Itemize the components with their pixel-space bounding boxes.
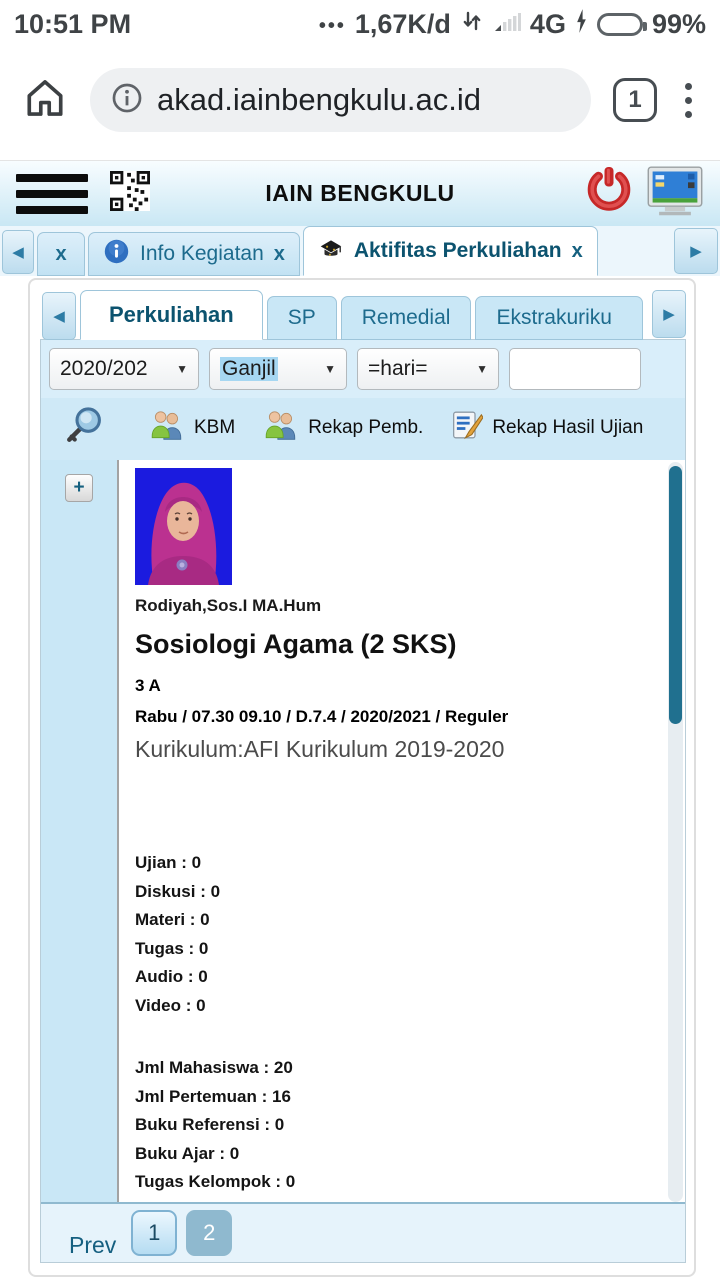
- charging-bolt-icon: [575, 8, 588, 41]
- module-container: [28, 278, 696, 1277]
- kbm-button[interactable]: [149, 409, 235, 447]
- clipped-tab[interactable]: [37, 232, 85, 276]
- class-name: 3 A: [135, 676, 161, 695]
- tab-label: Info Kegiatan: [140, 242, 264, 265]
- course-card: [119, 460, 685, 1202]
- status-bar: [0, 0, 720, 48]
- perkuliahan-panel: [40, 339, 686, 1263]
- summary-stats: [135, 1054, 659, 1197]
- vertical-scrollbar[interactable]: [668, 462, 683, 1202]
- search-button[interactable]: [63, 404, 105, 452]
- subtab-sp[interactable]: SP: [267, 296, 337, 340]
- prev-page-link[interactable]: Prev: [69, 1232, 117, 1258]
- rekap-hasil-ujian-button[interactable]: [451, 409, 643, 447]
- subtab-perkuliahan[interactable]: Perkuliahan: [80, 290, 263, 340]
- browser-menu-icon[interactable]: [679, 79, 698, 122]
- subtab-remedial[interactable]: Remedial: [341, 296, 472, 340]
- overflow-dots-icon: •••: [318, 14, 346, 37]
- tabs-scroll-right-button[interactable]: [674, 228, 718, 274]
- caret-down-icon: ▼: [176, 362, 188, 376]
- pagination-bar: [41, 1202, 685, 1262]
- filter-search-input[interactable]: [509, 348, 641, 390]
- expand-row-button[interactable]: +: [65, 474, 93, 502]
- year-value: 2020/202: [60, 357, 148, 380]
- course-list-area: [41, 460, 685, 1202]
- chevron-left-icon: ◀: [53, 308, 65, 325]
- tabs-scroll-left-button[interactable]: [2, 230, 34, 274]
- sub-tab-bar: [40, 288, 686, 340]
- subtabs-scroll-left-button[interactable]: [42, 292, 76, 340]
- exam-report-icon: [451, 409, 483, 447]
- people-icon: [263, 409, 299, 447]
- page-button-1[interactable]: 1: [131, 1210, 177, 1256]
- subtabs-scroll-right-button[interactable]: [652, 290, 686, 338]
- address-bar[interactable]: [90, 68, 591, 132]
- filter-row: [41, 340, 685, 398]
- battery-percent: 99%: [651, 8, 706, 39]
- network-type: 4G: [529, 8, 566, 39]
- desktop-monitor-icon[interactable]: [646, 165, 704, 222]
- tool-label: Rekap Hasil Ujian: [492, 417, 644, 438]
- tool-label: Rekap Pemb.: [308, 417, 424, 438]
- page-button-2[interactable]: 2: [186, 1210, 232, 1256]
- year-select[interactable]: [49, 348, 199, 390]
- action-toolbar: [41, 398, 685, 460]
- window-tab-bar: [0, 226, 720, 276]
- stat-line: Tugas : 0: [135, 938, 209, 958]
- schedule-line: Rabu / 07.30 09.10 / D.7.4 / 2020/2021 / Reguler: [135, 707, 509, 726]
- tab-info-kegiatan[interactable]: [88, 232, 300, 276]
- tab-aktifitas-perkuliahan[interactable]: [303, 226, 598, 276]
- battery-icon: [597, 13, 643, 36]
- info-badge-icon: [103, 238, 130, 271]
- course-title: Sosiologi Agama (2 SKS): [135, 629, 457, 659]
- stat-line: Tugas Kelompok : 0: [135, 1172, 296, 1191]
- data-transfer-icon: [460, 7, 484, 42]
- stat-line: Ujian : 0: [135, 853, 202, 872]
- close-tab-icon[interactable]: x: [571, 239, 583, 262]
- people-icon: [149, 409, 185, 447]
- url-text[interactable]: akad.iainbengkulu.ac.id: [157, 82, 482, 117]
- expand-gutter: [41, 460, 119, 1202]
- stat-line: Buku Ajar : 0: [135, 1143, 240, 1163]
- stat-line: Jml Pertemuan : 16: [135, 1086, 291, 1106]
- semester-select[interactable]: [209, 348, 347, 390]
- close-tab-icon[interactable]: x: [55, 242, 67, 265]
- tool-label: KBM: [194, 417, 236, 438]
- chevron-right-icon: ▶: [663, 306, 675, 323]
- logout-power-icon[interactable]: [582, 164, 636, 223]
- rekap-pembelajaran-button[interactable]: [263, 409, 423, 447]
- stat-line: Jml Mahasiswa : 20: [135, 1058, 293, 1077]
- signal-strength-icon: [493, 9, 521, 40]
- graduation-cap-icon: [318, 236, 344, 266]
- page-title: IAIN BENGKULU: [265, 180, 455, 206]
- magnifier-icon: [63, 404, 105, 452]
- subtab-ekstrakurikuler[interactable]: Ekstrakuriku: [475, 296, 643, 340]
- site-header: [0, 160, 720, 226]
- close-tab-icon[interactable]: x: [273, 242, 285, 265]
- stat-line: Materi : 0: [135, 910, 210, 929]
- caret-down-icon: ▼: [476, 362, 488, 376]
- clock: 10:51 PM: [14, 8, 132, 39]
- chevron-left-icon: ◀: [12, 244, 24, 261]
- stat-line: Audio : 0: [135, 967, 208, 986]
- day-value: =hari=: [368, 357, 428, 380]
- semester-value: Ganjil: [222, 357, 276, 380]
- lecturer-photo: [135, 468, 232, 585]
- day-select[interactable]: [357, 348, 499, 390]
- stat-line: Video : 0: [135, 995, 206, 1015]
- lecturer-name: Rodiyah,Sos.I MA.Hum: [135, 596, 322, 615]
- browser-toolbar: [0, 48, 720, 152]
- stat-line: Buku Referensi : 0: [135, 1115, 285, 1134]
- curriculum-line: Kurikulum:AFI Kurikulum 2019-2020: [135, 736, 505, 762]
- activity-stats: [135, 849, 659, 1020]
- tab-label: Aktifitas Perkuliahan: [353, 239, 562, 262]
- scrollbar-thumb[interactable]: [669, 466, 682, 724]
- data-rate: 1,67K/d: [354, 8, 451, 39]
- home-icon[interactable]: [22, 75, 68, 126]
- caret-down-icon: ▼: [324, 362, 336, 376]
- page-info-icon[interactable]: [110, 81, 144, 120]
- stat-line: Diskusi : 0: [135, 881, 221, 901]
- chevron-right-icon: ▶: [690, 243, 702, 260]
- tab-switcher-button[interactable]: 1: [613, 78, 657, 122]
